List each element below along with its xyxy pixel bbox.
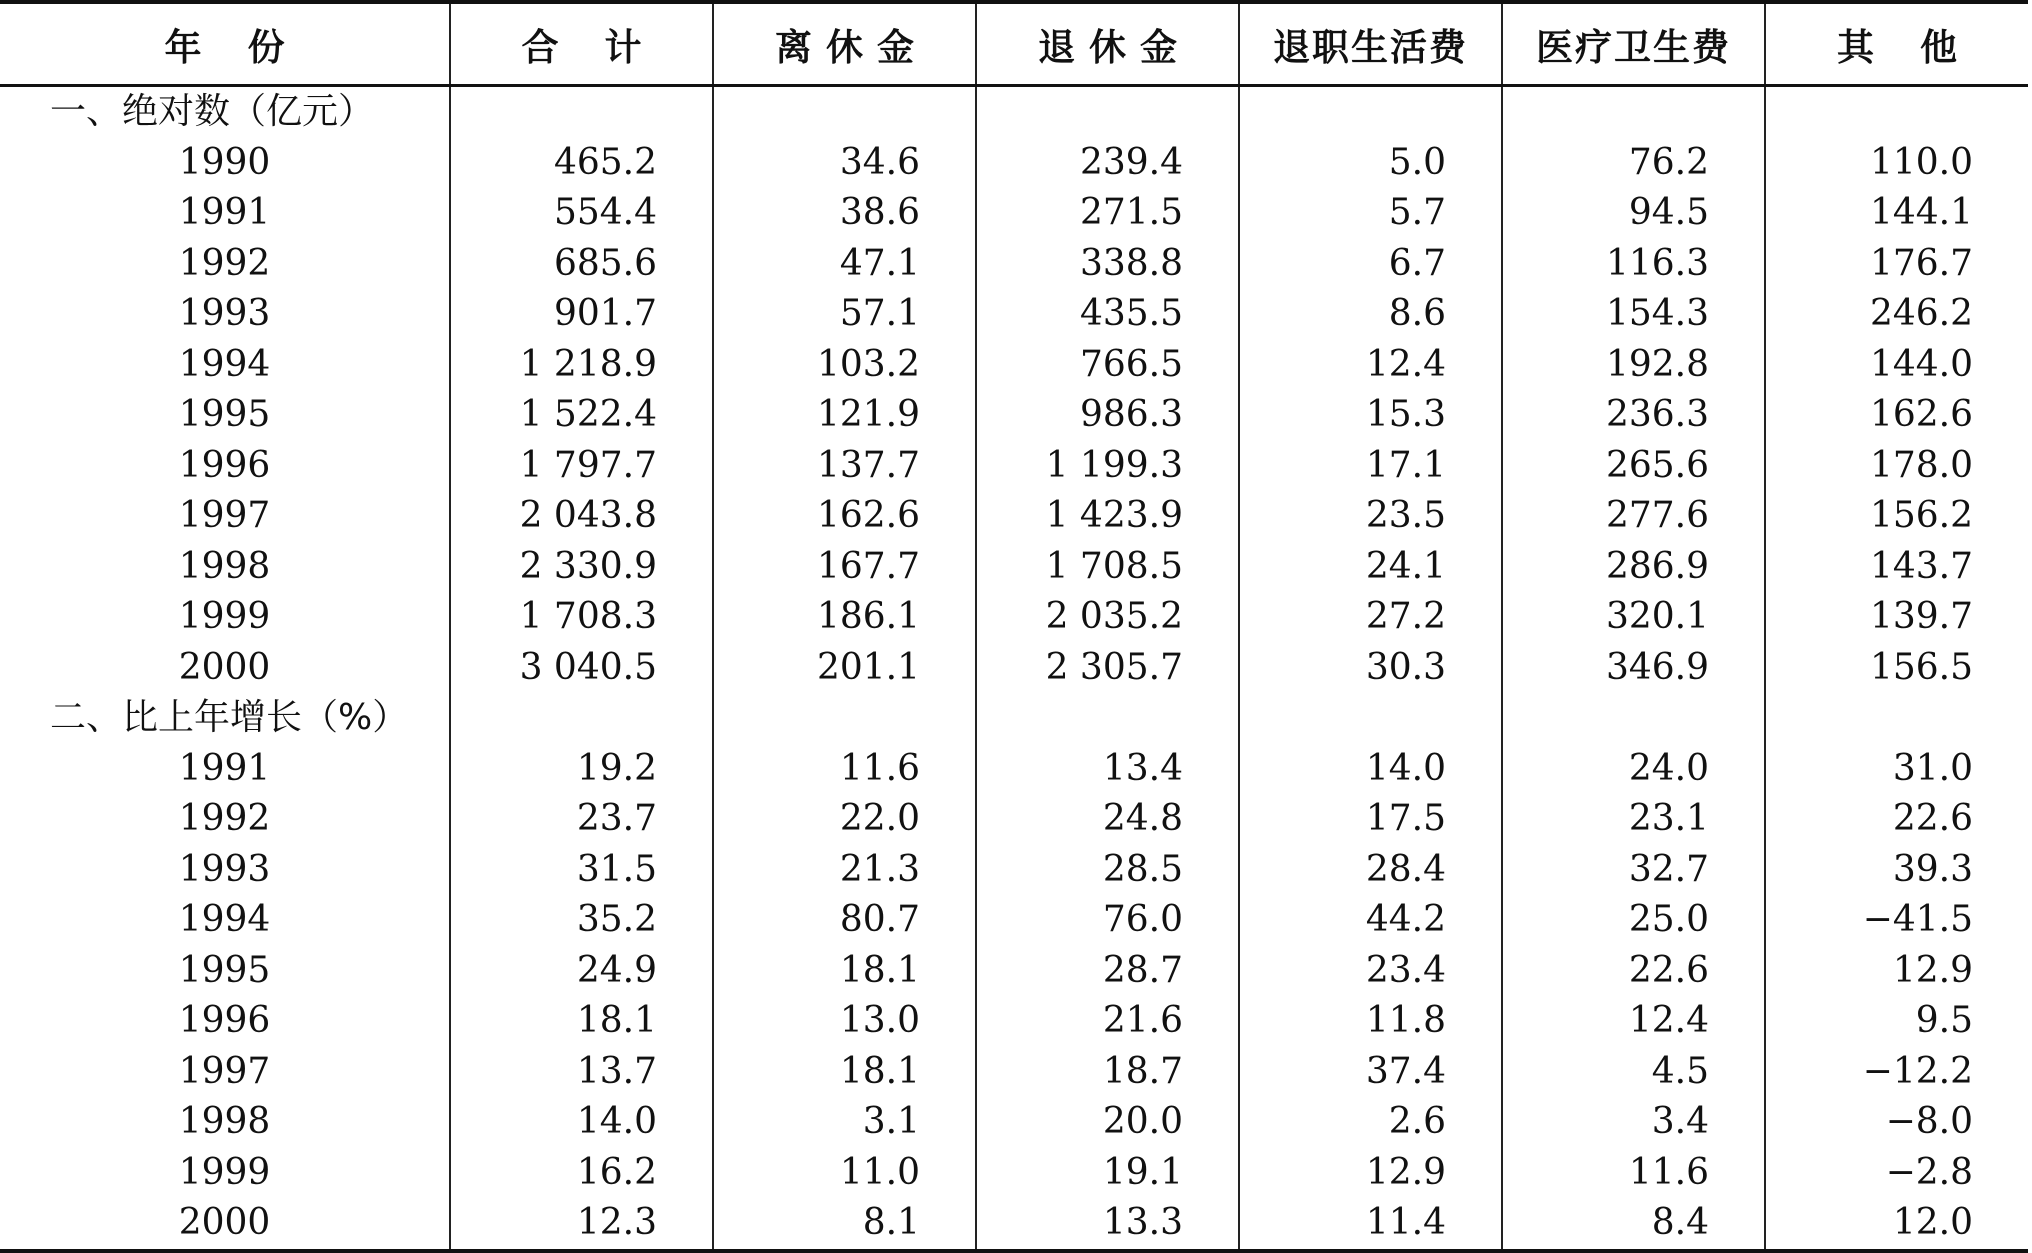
value-cell: −8.0 xyxy=(1765,1097,2028,1148)
value-cell: 137.7 xyxy=(713,441,976,492)
value-cell: 2 330.9 xyxy=(450,542,713,593)
value-cell: 80.7 xyxy=(713,895,976,946)
table-row xyxy=(0,441,2028,492)
header-pension: 退休金 xyxy=(976,2,1239,86)
value-cell: 176.7 xyxy=(1765,239,2028,290)
empty-cell xyxy=(450,693,713,744)
value-cell: 154.3 xyxy=(1502,289,1765,340)
value-cell: 23.5 xyxy=(1239,491,1502,542)
empty-cell xyxy=(1239,693,1502,744)
year-cell: 2000 xyxy=(0,1198,450,1251)
value-cell: 14.0 xyxy=(450,1097,713,1148)
value-cell: 24.9 xyxy=(450,946,713,997)
table-row xyxy=(0,289,2028,340)
value-cell: 32.7 xyxy=(1502,845,1765,896)
value-cell: 57.1 xyxy=(713,289,976,340)
value-cell: 28.4 xyxy=(1239,845,1502,896)
header-year: 年份 xyxy=(0,2,450,86)
table-row xyxy=(0,996,2028,1047)
empty-cell xyxy=(976,693,1239,744)
year-cell: 1992 xyxy=(178,798,271,840)
value-cell: 143.7 xyxy=(1765,542,2028,593)
value-cell: 8.6 xyxy=(1239,289,1502,340)
value-cell: 35.2 xyxy=(450,895,713,946)
value-cell: 103.2 xyxy=(713,340,976,391)
header-retirement-cadre: 离休金 xyxy=(713,2,976,86)
table-row xyxy=(0,946,2028,997)
value-cell: 31.0 xyxy=(1765,744,2028,795)
year-cell: 1993 xyxy=(178,848,271,890)
empty-cell xyxy=(1765,86,2028,138)
value-cell: 23.1 xyxy=(1502,794,1765,845)
value-cell: 18.1 xyxy=(713,946,976,997)
value-cell: 178.0 xyxy=(1765,441,2028,492)
section-title: 一、绝对数（亿元） xyxy=(50,91,375,133)
value-cell: 8.4 xyxy=(1502,1198,1765,1251)
value-cell: 286.9 xyxy=(1502,542,1765,593)
value-cell: 320.1 xyxy=(1502,592,1765,643)
value-cell: 24.0 xyxy=(1502,744,1765,795)
year-cell: 2000 xyxy=(178,646,271,688)
section-row xyxy=(0,693,2028,744)
value-cell: 25.0 xyxy=(1502,895,1765,946)
value-cell: 27.2 xyxy=(1239,592,1502,643)
empty-cell xyxy=(1502,693,1765,744)
table-row xyxy=(0,138,2028,189)
value-cell: 76.0 xyxy=(976,895,1239,946)
empty-cell xyxy=(1502,86,1765,138)
value-cell: 2.6 xyxy=(1239,1097,1502,1148)
value-cell: 6.7 xyxy=(1239,239,1502,290)
value-cell: 12.4 xyxy=(1502,996,1765,1047)
value-cell: 3.4 xyxy=(1502,1097,1765,1148)
table-row xyxy=(0,592,2028,643)
table-body xyxy=(0,86,2028,1251)
value-cell: 12.9 xyxy=(1239,1148,1502,1199)
value-cell: 192.8 xyxy=(1502,340,1765,391)
value-cell: 2 035.2 xyxy=(976,592,1239,643)
value-cell: 23.7 xyxy=(450,794,713,845)
value-cell: 186.1 xyxy=(713,592,976,643)
value-cell: 16.2 xyxy=(450,1148,713,1199)
value-cell: 1 218.9 xyxy=(450,340,713,391)
value-cell: 21.3 xyxy=(713,845,976,896)
value-cell: 17.1 xyxy=(1239,441,1502,492)
year-cell: 1994 xyxy=(178,343,271,385)
year-cell: 1998 xyxy=(178,545,271,587)
table-row xyxy=(0,390,2028,441)
value-cell: 167.7 xyxy=(713,542,976,593)
table-row xyxy=(0,794,2028,845)
value-cell: 11.6 xyxy=(713,744,976,795)
table-row xyxy=(0,1198,2028,1251)
value-cell: 3 040.5 xyxy=(450,643,713,694)
value-cell: 116.3 xyxy=(1502,239,1765,290)
year-cell: 1990 xyxy=(178,141,271,183)
value-cell: 2 043.8 xyxy=(450,491,713,542)
table-row xyxy=(0,744,2028,795)
value-cell: 23.4 xyxy=(1239,946,1502,997)
value-cell: 901.7 xyxy=(450,289,713,340)
value-cell: 5.0 xyxy=(1239,138,1502,189)
table-row xyxy=(0,239,2028,290)
value-cell: 18.1 xyxy=(713,1047,976,1098)
value-cell: 201.1 xyxy=(713,643,976,694)
value-cell: −12.2 xyxy=(1765,1047,2028,1098)
value-cell: 28.7 xyxy=(976,946,1239,997)
value-cell: 1 708.5 xyxy=(976,542,1239,593)
value-cell: 22.6 xyxy=(1502,946,1765,997)
value-cell: 9.5 xyxy=(1765,996,2028,1047)
year-cell: 1995 xyxy=(178,394,271,436)
value-cell: 38.6 xyxy=(713,188,976,239)
value-cell: 1 708.3 xyxy=(450,592,713,643)
header-row xyxy=(0,2,2028,86)
year-cell: 1997 xyxy=(178,495,271,537)
section-row xyxy=(0,86,2028,138)
header-other: 其他 xyxy=(1765,2,2028,86)
value-cell: 1 797.7 xyxy=(450,441,713,492)
value-cell: 22.0 xyxy=(713,794,976,845)
empty-cell xyxy=(1765,693,2028,744)
table-row xyxy=(0,491,2028,542)
value-cell: 13.3 xyxy=(976,1198,1239,1251)
value-cell: 239.4 xyxy=(976,138,1239,189)
value-cell: 18.7 xyxy=(976,1047,1239,1098)
table-row xyxy=(0,1097,2028,1148)
value-cell: 271.5 xyxy=(976,188,1239,239)
table-row xyxy=(0,845,2028,896)
value-cell: 685.6 xyxy=(450,239,713,290)
table-row xyxy=(0,643,2028,694)
value-cell: 2 305.7 xyxy=(976,643,1239,694)
empty-cell xyxy=(450,86,713,138)
value-cell: 11.6 xyxy=(1502,1148,1765,1199)
value-cell: 156.5 xyxy=(1765,643,2028,694)
value-cell: 13.4 xyxy=(976,744,1239,795)
value-cell: 19.1 xyxy=(976,1148,1239,1199)
value-cell: 277.6 xyxy=(1502,491,1765,542)
value-cell: 121.9 xyxy=(713,390,976,441)
value-cell: 986.3 xyxy=(976,390,1239,441)
table-row xyxy=(0,340,2028,391)
value-cell: 14.0 xyxy=(1239,744,1502,795)
value-cell: 44.2 xyxy=(1239,895,1502,946)
value-cell: 554.4 xyxy=(450,188,713,239)
value-cell: 19.2 xyxy=(450,744,713,795)
year-cell: 1991 xyxy=(178,747,271,789)
value-cell: 144.0 xyxy=(1765,340,2028,391)
value-cell: 20.0 xyxy=(976,1097,1239,1148)
header-medical: 医疗卫生费 xyxy=(1502,2,1765,86)
value-cell: 1 522.4 xyxy=(450,390,713,441)
year-cell: 1997 xyxy=(178,1050,271,1092)
value-cell: 3.1 xyxy=(713,1097,976,1148)
value-cell: 17.5 xyxy=(1239,794,1502,845)
value-cell: 12.3 xyxy=(450,1198,713,1251)
value-cell: 162.6 xyxy=(1765,390,2028,441)
year-cell: 1999 xyxy=(178,1151,271,1193)
value-cell: 47.1 xyxy=(713,239,976,290)
value-cell: 465.2 xyxy=(450,138,713,189)
year-cell: 1994 xyxy=(178,899,271,941)
value-cell: 37.4 xyxy=(1239,1047,1502,1098)
value-cell: 12.0 xyxy=(1765,1198,2028,1251)
value-cell: 76.2 xyxy=(1502,138,1765,189)
value-cell: 11.0 xyxy=(713,1148,976,1199)
value-cell: 139.7 xyxy=(1765,592,2028,643)
year-cell: 1995 xyxy=(178,949,271,991)
value-cell: 1 423.9 xyxy=(976,491,1239,542)
year-cell: 1998 xyxy=(178,1101,271,1143)
value-cell: 110.0 xyxy=(1765,138,2028,189)
empty-cell xyxy=(976,86,1239,138)
year-cell: 1992 xyxy=(178,242,271,284)
value-cell: 11.4 xyxy=(1239,1198,1502,1251)
value-cell: −2.8 xyxy=(1765,1148,2028,1199)
year-cell: 1999 xyxy=(178,596,271,638)
section-title: 二、比上年增长（%） xyxy=(50,697,409,739)
value-cell: 30.3 xyxy=(1239,643,1502,694)
value-cell: 162.6 xyxy=(713,491,976,542)
value-cell: 144.1 xyxy=(1765,188,2028,239)
empty-cell xyxy=(1239,86,1502,138)
value-cell: 39.3 xyxy=(1765,845,2028,896)
value-cell: 31.5 xyxy=(450,845,713,896)
year-cell: 1996 xyxy=(178,1000,271,1042)
value-cell: −41.5 xyxy=(1765,895,2028,946)
empty-cell xyxy=(713,86,976,138)
year-cell: 1991 xyxy=(178,192,271,234)
value-cell: 5.7 xyxy=(1239,188,1502,239)
value-cell: 766.5 xyxy=(976,340,1239,391)
value-cell: 21.6 xyxy=(976,996,1239,1047)
value-cell: 346.9 xyxy=(1502,643,1765,694)
value-cell: 156.2 xyxy=(1765,491,2028,542)
value-cell: 28.5 xyxy=(976,845,1239,896)
value-cell: 12.9 xyxy=(1765,946,2028,997)
value-cell: 24.1 xyxy=(1239,542,1502,593)
value-cell: 265.6 xyxy=(1502,441,1765,492)
header-resignation-living: 退职生活费 xyxy=(1239,2,1502,86)
value-cell: 18.1 xyxy=(450,996,713,1047)
value-cell: 34.6 xyxy=(713,138,976,189)
value-cell: 15.3 xyxy=(1239,390,1502,441)
table-row xyxy=(0,542,2028,593)
value-cell: 236.3 xyxy=(1502,390,1765,441)
value-cell: 24.8 xyxy=(976,794,1239,845)
value-cell: 4.5 xyxy=(1502,1047,1765,1098)
header-total: 合计 xyxy=(450,2,713,86)
year-cell: 1996 xyxy=(178,444,271,486)
table-row xyxy=(0,188,2028,239)
value-cell: 12.4 xyxy=(1239,340,1502,391)
empty-cell xyxy=(713,693,976,744)
value-cell: 22.6 xyxy=(1765,794,2028,845)
value-cell: 8.1 xyxy=(713,1198,976,1251)
value-cell: 11.8 xyxy=(1239,996,1502,1047)
value-cell: 13.0 xyxy=(713,996,976,1047)
year-cell: 1993 xyxy=(178,293,271,335)
table-row xyxy=(0,895,2028,946)
value-cell: 13.7 xyxy=(450,1047,713,1098)
value-cell: 1 199.3 xyxy=(976,441,1239,492)
table-row xyxy=(0,1047,2028,1098)
value-cell: 338.8 xyxy=(976,239,1239,290)
table-header xyxy=(0,2,2028,86)
value-cell: 435.5 xyxy=(976,289,1239,340)
table-row xyxy=(0,1148,2028,1199)
value-cell: 94.5 xyxy=(1502,188,1765,239)
value-cell: 246.2 xyxy=(1765,289,2028,340)
